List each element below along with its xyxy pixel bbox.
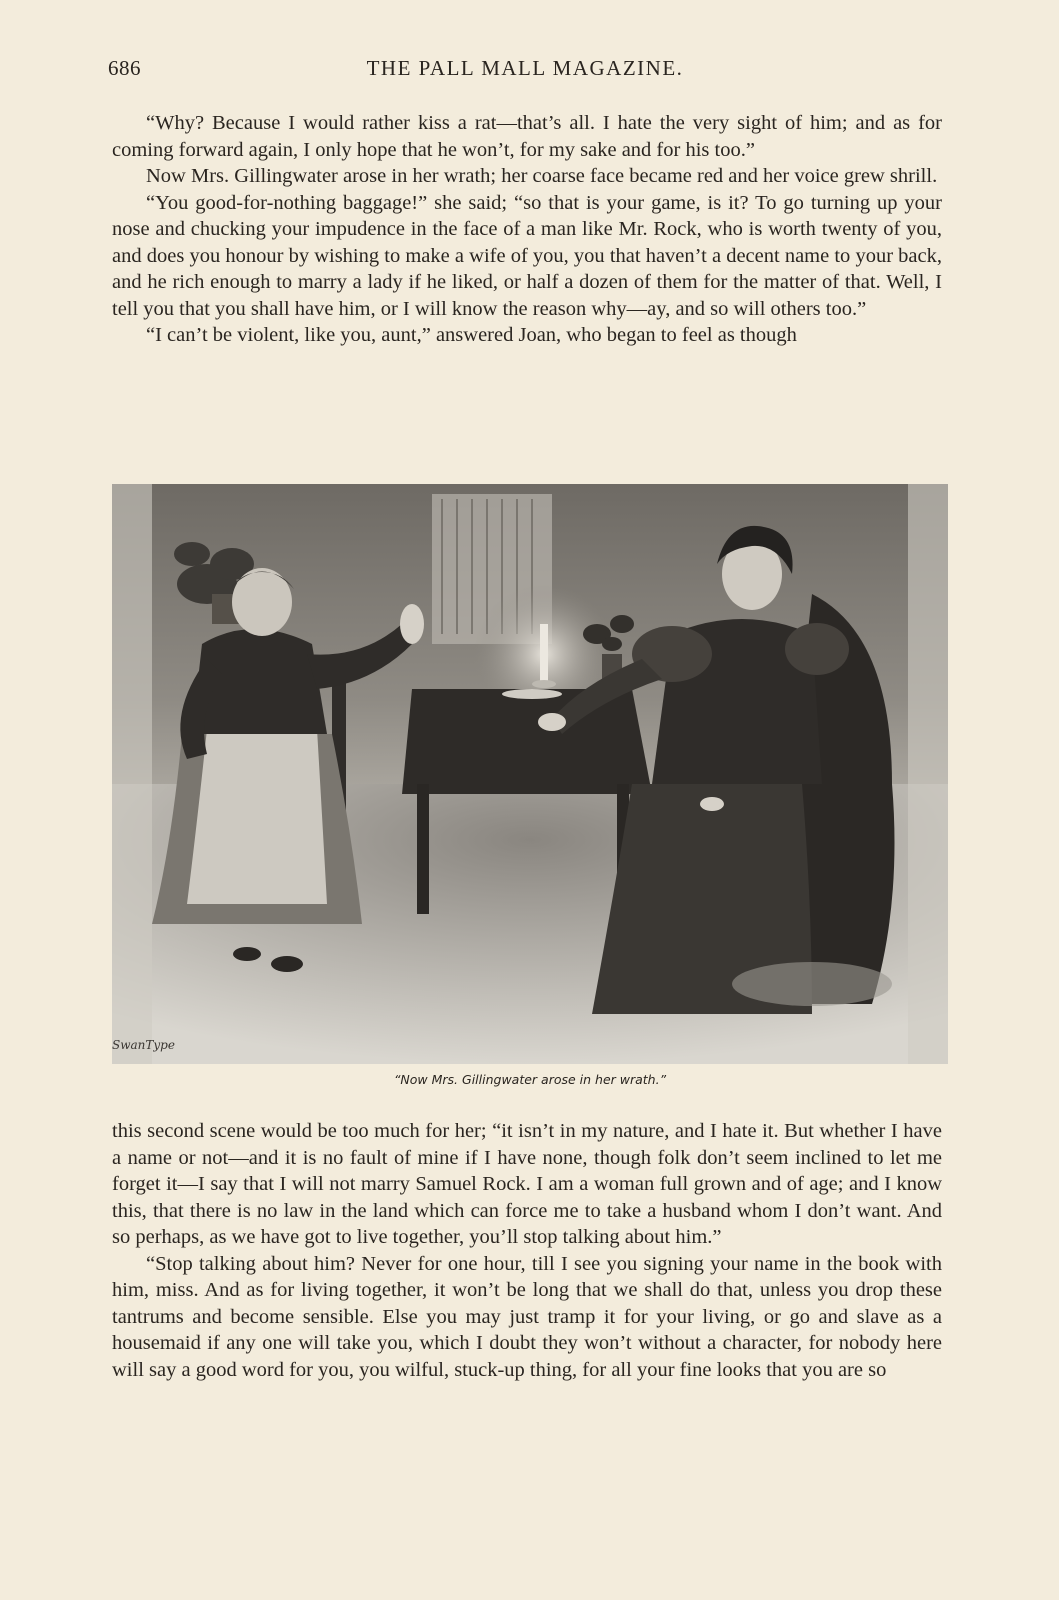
- text-block-top: [112, 110, 942, 349]
- illustration-drawing: [112, 484, 948, 1064]
- paragraph: “You good-for-nothing baggage!” she said; “so that is your game, is it? To go turning up your nose and chucking your impudence in the face of a man like Mr. Rock, who is worth twenty of you, and does you honour by wishing to make a wife of you, you that haven’t a decent name to your back, and he rich enough to marry a lady if he liked, or half a dozen of them for the matter of that. Well, I tell you that you shall have him, or I will know the reason why—ay, and so will others too.”: [112, 191, 942, 320]
- illustration: [112, 484, 948, 1064]
- paragraph: “I can’t be violent, like you, aunt,” answered Joan, who began to feel as though: [146, 324, 797, 346]
- paragraph: Now Mrs. Gillingwater arose in her wrath; her coarse face became red and her voice grew shrill.: [146, 165, 938, 187]
- paragraph: “Stop talking about him? Never for one hour, till I see you signing your name in the book with him, miss. And as for living together, it won’t be long that we shall do that, unless you drop these tantrums and become sensible. Else you may just tramp it for your living, or go and slave as a housemaid if any one will take you, which I doubt they won’t without a character, for nobody here will say a good word for you, you wilful, stuck-up thing, for all your fine looks that you are so: [112, 1252, 942, 1381]
- running-title: THE PALL MALL MAGAZINE.: [366, 56, 684, 80]
- engraver-signature: SwanType: [112, 1038, 175, 1052]
- page-number: 686: [108, 56, 141, 80]
- paragraph: this second scene would be too much for her; “it isn’t in my nature, and I hate it. But whether I have a name or not—and it is no fault of mine if I have none, though folk don’t seem inclined to let me forget it—I say that I will not marry Samuel Rock. I am a woman full grown and of age; and I know this, that there is no law in the land which can force me to take a husband whom I don’t want. And so perhaps, as we have got to live together, you’ll stop talking about him.”: [112, 1120, 942, 1248]
- text-block-bottom: [112, 1118, 942, 1383]
- paragraph: “Why? Because I would rather kiss a rat—that’s all. I hate the very sight of him; and as for coming forward again, I only hope that he won’t, for my sake and for his too.”: [112, 112, 942, 161]
- illustration-caption: “Now Mrs. Gillingwater arose in her wrath.”: [393, 1072, 667, 1087]
- page-header: [108, 56, 942, 86]
